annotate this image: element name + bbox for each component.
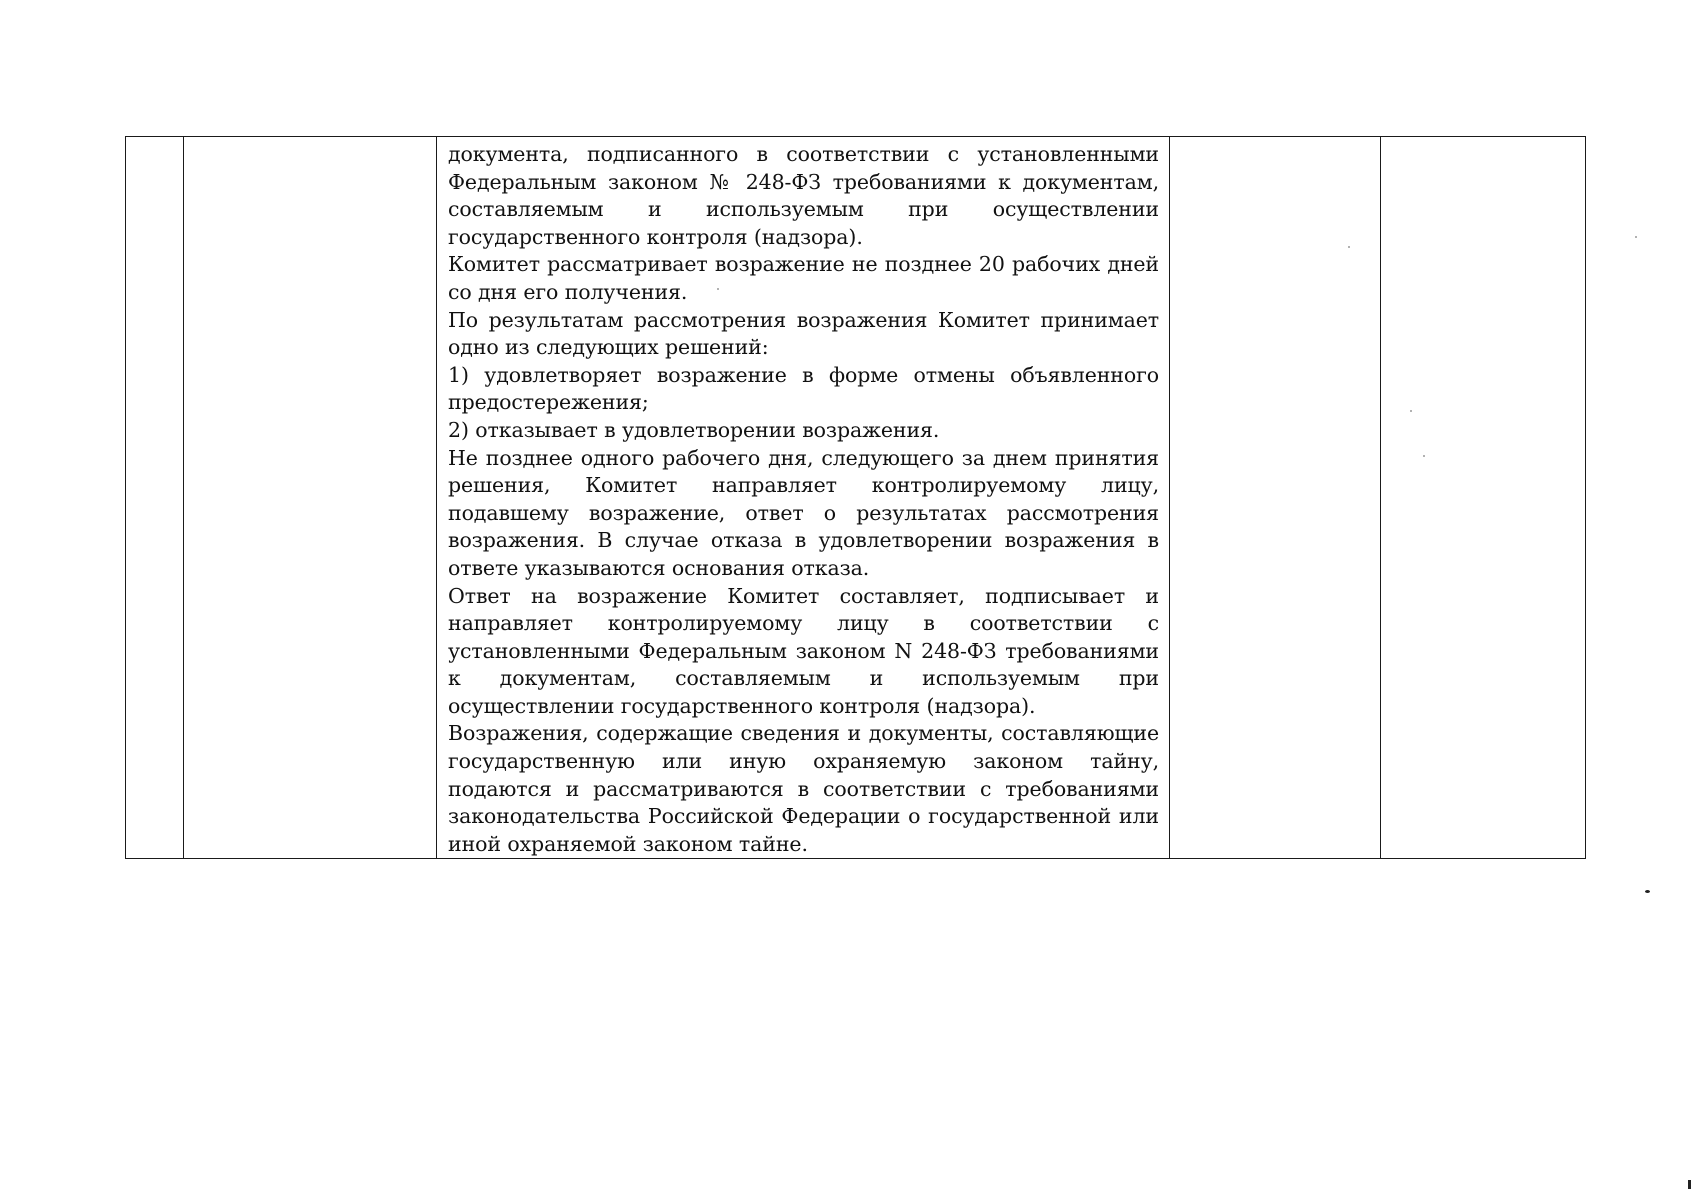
paragraph: Не позднее одного рабочего дня, следующего за днем принятия решения, Комитет направляет контролируемому лицу, подавшему возражение, ответ о результатах рассмотрения возражения. В случае отказа в удовлетворении возражения в ответе указываются основания отказа.: [448, 445, 1159, 580]
paragraph: Возражения, содержащие сведения и документы, составляющие государственную или иную охраняемую законом тайну, подаются и рассматриваются в соответствии с требованиями законодательства Российской Федерации о государственной или иной охраняемой законом тайне.: [448, 721, 1159, 856]
regulation-table: [125, 136, 1586, 859]
empty-cell: [1170, 137, 1381, 859]
paragraph: Ответ на возражение Комитет составляет, подписывает и направляет контролируемому лицу в соответствии с установленными Федеральным законом N 248-ФЗ требованиями к документам, составляемым и используемым при осуществлении государственного контроля (надзора).: [448, 583, 1159, 718]
number-cell: [126, 137, 184, 859]
table-row: [126, 137, 1586, 859]
paragraph: документа, подписанного в соответствии с установленными Федеральным законом № 248-ФЗ требованиями к документам, составляемым и используемым при осуществлении государственного контроля (надзора).: [448, 142, 1159, 249]
empty-cell: [1381, 137, 1586, 859]
paragraph: Комитет рассматривает возражение не позднее 20 рабочих дней со дня его получения.: [448, 252, 1159, 304]
paragraph: По результатам рассмотрения возражения Комитет принимает одно из следующих решений:: [448, 307, 1159, 360]
procedure-text-cell: [437, 137, 1170, 859]
paragraph: 1) удовлетворяет возражение в форме отмены объявленного предостережения;: [448, 362, 1159, 415]
empty-cell: [184, 137, 437, 859]
paragraph: 2) отказывает в удовлетворении возражения.: [448, 417, 940, 442]
